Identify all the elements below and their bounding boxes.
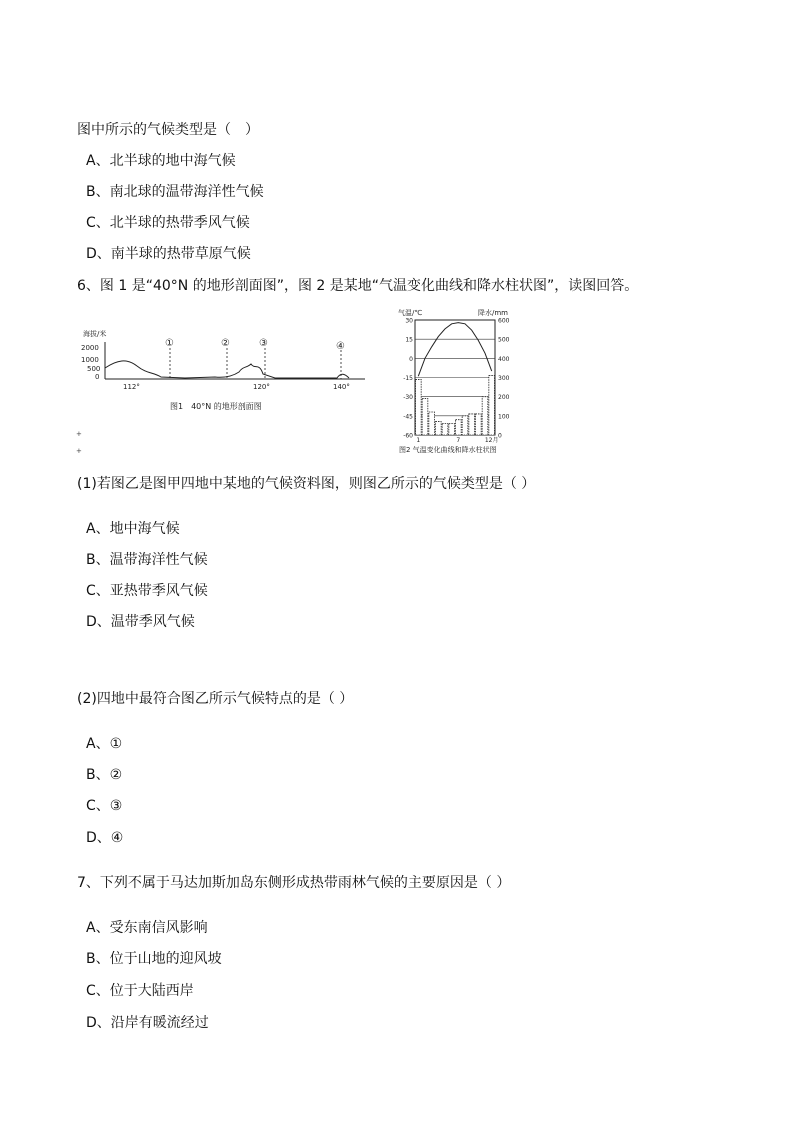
fig1-marker-2: ② [221,338,230,349]
precipitation-tick-label: 500 [498,336,510,344]
q6-sub1-option-b: B、温带海洋性气候 [86,552,208,568]
precipitation-bar [476,414,482,435]
fig1-marker-1: ① [165,338,174,349]
fig2-caption: 图2 气温变化曲线和降水柱状图 [399,446,497,454]
precipitation-bar [462,416,468,435]
precipitation-tick-label: 100 [498,413,510,421]
fig1-ylabel: 海拔/米 [83,330,107,338]
figure-1-terrain-profile [75,322,375,417]
fig1-ytick: 0 [95,373,100,381]
q6-sub1-option-d: D、温带季风气候 [86,614,195,630]
precipitation-tick-label: 300 [498,375,510,382]
precipitation-bar [436,422,442,435]
temperature-tick-label: -45 [403,413,413,421]
question-7-stem: 7、下列不属于马达加斯加岛东侧形成热带雨林气候的主要原因是（ ） [77,875,511,891]
precipitation-bar [456,420,462,435]
precipitation-bar [469,414,475,435]
fig1-ytick: 2000 [81,344,99,352]
fig1-ytick: 1000 [81,356,99,364]
temperature-tick-label: 0 [409,355,413,363]
precipitation-bar [429,412,435,435]
figure-mark: + [76,447,82,455]
q5-option-a: A、北半球的地中海气候 [86,153,236,169]
q5-option-d: D、南半球的热带草原气候 [86,246,251,262]
precipitation-tick-label: 200 [498,394,510,402]
q7-option-a: A、受东南信风影响 [86,920,208,936]
fig2-right-label: 降水/mm [478,309,508,317]
figure-2-climate-chart [395,306,530,456]
q6-sub2-option-c: C、③ [86,798,123,814]
temperature-curve [418,323,491,377]
fig1-xtick: 120° [253,383,270,391]
temperature-tick-label: 30 [405,317,413,325]
precipitation-tick-label: 400 [498,355,510,363]
fig2-left-label: 气温/℃ [398,309,423,317]
precipitation-tick-label: 600 [498,317,510,325]
fig1-ytick: 500 [87,365,101,373]
temperature-tick-label: -30 [403,394,413,402]
q5-option-b: B、南北球的温带海洋性气候 [86,184,264,200]
fig1-caption: 图1 40°N 的地形剖面图 [170,402,262,411]
fig1-xtick: 112° [123,383,140,391]
question-6-stem: 6、图 1 是“40°N 的地形剖面图”，图 2 是某地“气温变化曲线和降水柱状图”，读图回答。 [77,278,639,294]
q6-sub2-option-b: B、② [86,767,123,783]
fig1-xtick: 140° [333,383,350,391]
q7-option-c: C、位于大陆西岸 [86,983,194,999]
temperature-tick-label: -15 [403,375,413,382]
temperature-tick-label: 15 [405,336,413,344]
precipitation-bar [442,424,448,436]
q7-option-d: D、沿岸有暖流经过 [86,1015,209,1031]
fig1-marker-4: ④ [336,341,345,352]
q6-sub2-option-d: D、④ [86,830,124,846]
month-tick-label: 12月 [484,437,499,444]
q5-option-c: C、北半球的热带季风气候 [86,215,250,231]
precipitation-tick-label: 0 [498,432,502,440]
q6-sub1-stem: (1)若图乙是图甲四地中某地的气候资料图，则图乙所示的气候类型是（ ） [77,476,536,492]
question-5-stem: 图中所示的气候类型是（ ） [77,122,259,138]
figure-mark: + [76,430,82,438]
month-tick-label: 1 [416,437,421,444]
q6-sub1-option-c: C、亚热带季风气候 [86,583,208,599]
q6-sub2-stem: (2)四地中最符合图乙所示气候特点的是（ ） [77,691,354,707]
q6-sub1-option-a: A、地中海气候 [86,521,180,537]
precipitation-bar [449,424,455,436]
precipitation-bar [422,399,428,435]
precipitation-bar [482,397,488,435]
q6-sub2-option-a: A、① [86,736,123,752]
temperature-tick-label: -60 [403,432,413,440]
month-tick-label: 7 [456,437,461,444]
q7-option-b: B、位于山地的迎风坡 [86,951,222,967]
fig1-marker-3: ③ [259,338,268,349]
precipitation-bar [416,379,422,435]
precipitation-bar [489,376,495,435]
